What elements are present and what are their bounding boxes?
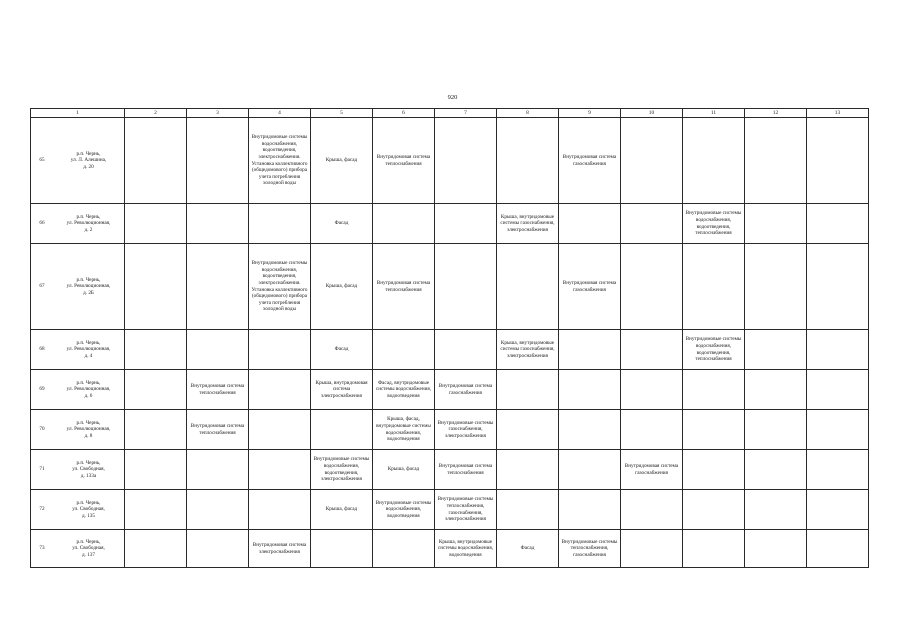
cell-col-6: [373, 530, 435, 568]
row-address: р.п. Чернь, ул. Революционная, д. 4: [66, 339, 111, 359]
cell-col-13: [807, 330, 869, 370]
row-number: 68: [39, 346, 45, 353]
cell-col-11: Внутридомовые системы водоснабжения, водоотведения, теплоснабжения: [683, 330, 745, 370]
row-number: 69: [39, 386, 45, 393]
row-address: р.п. Чернь, ул. Л. Алешина, д. 20: [70, 150, 107, 170]
cell-col-10: Внутридомовая система газоснабжения: [621, 450, 683, 490]
cell-col-11: [683, 244, 745, 330]
cell-col-11: Внутридомовые системы водоснабжения, водоотведения, теплоснабжения: [683, 204, 745, 244]
cell-col-5: Крыша, фасад: [311, 118, 373, 204]
cell-col-3: [187, 530, 249, 568]
row-address-cell: [31, 410, 125, 450]
cell-col-4: [249, 490, 311, 530]
cell-col-9: [559, 450, 621, 490]
cell-col-3: [187, 450, 249, 490]
cell-col-2: [125, 118, 187, 204]
cell-col-11: [683, 410, 745, 450]
cell-col-13: [807, 370, 869, 410]
row-address-cell: [31, 204, 125, 244]
cell-col-11: [683, 450, 745, 490]
cell-col-11: [683, 530, 745, 568]
cell-col-10: [621, 204, 683, 244]
column-header-8: 8: [497, 109, 559, 118]
cell-col-9: [559, 204, 621, 244]
row-number: 71: [39, 466, 45, 473]
row-address: р.п. Чернь, ул. Свободная, д. 137: [72, 538, 105, 558]
cell-col-2: [125, 370, 187, 410]
cell-col-8: [497, 490, 559, 530]
cell-col-2: [125, 410, 187, 450]
row-address-cell: [31, 370, 125, 410]
column-header-1: 1: [31, 109, 125, 118]
row-address-cell: [31, 450, 125, 490]
cell-col-9: [559, 490, 621, 530]
cell-col-7: Внутридомовые системы теплоснабжения, газоснабжения, электроснабжения: [435, 490, 497, 530]
cell-col-13: [807, 450, 869, 490]
cell-col-3: [187, 490, 249, 530]
cell-col-10: [621, 330, 683, 370]
cell-col-7: Крыша, внутридомовые системы водоснабжения, водоотведения: [435, 530, 497, 568]
cell-col-12: [745, 410, 807, 450]
cell-col-4: [249, 204, 311, 244]
cell-col-5: [311, 530, 373, 568]
table-row: [31, 204, 869, 244]
table-body: [31, 118, 869, 568]
cell-col-5: [311, 410, 373, 450]
row-number: 72: [39, 506, 45, 513]
cell-col-4: Внутридомовые системы водоснабжения, водоотведения, электроснабжения. Установка коллективного (общедомового) прибора учета потребления холодной воды: [249, 244, 311, 330]
cell-col-8: [497, 450, 559, 490]
cell-col-6: Крыша, фасад, внутридомовые системы водоснабжения, водоотведения: [373, 410, 435, 450]
cell-col-6: Внутридомовая система теплоснабжения: [373, 244, 435, 330]
table-row: [31, 330, 869, 370]
cell-col-3: Внутридомовая система теплоснабжения: [187, 370, 249, 410]
row-number: 65: [39, 157, 45, 164]
cell-col-4: Внутридомовая система электроснабжения: [249, 530, 311, 568]
cell-col-7: [435, 204, 497, 244]
cell-col-8: [497, 410, 559, 450]
cell-col-4: [249, 330, 311, 370]
column-header-4: 4: [249, 109, 311, 118]
table-row: [31, 410, 869, 450]
cell-col-12: [745, 330, 807, 370]
cell-col-3: [187, 330, 249, 370]
row-number: 67: [39, 283, 45, 290]
cell-col-10: [621, 530, 683, 568]
column-header-11: 11: [683, 109, 745, 118]
cell-col-7: [435, 244, 497, 330]
cell-col-7: Внутридомовая система газоснабжения: [435, 370, 497, 410]
cell-col-13: [807, 118, 869, 204]
cell-col-5: Крыша, фасад: [311, 244, 373, 330]
cell-col-7: Внутридомовая система теплоснабжения: [435, 450, 497, 490]
capital-repair-table: [30, 108, 869, 568]
cell-col-12: [745, 450, 807, 490]
cell-col-5: Фасад: [311, 204, 373, 244]
cell-col-13: [807, 410, 869, 450]
row-address: р.п. Чернь, ул. Свободная, д. 133а: [72, 459, 105, 479]
cell-col-6: [373, 204, 435, 244]
cell-col-2: [125, 530, 187, 568]
column-header-13: 13: [807, 109, 869, 118]
cell-col-11: [683, 118, 745, 204]
cell-col-13: [807, 244, 869, 330]
cell-col-12: [745, 118, 807, 204]
cell-col-2: [125, 490, 187, 530]
cell-col-6: Внутридомовая система теплоснабжения: [373, 118, 435, 204]
cell-col-9: Внутридомовая система газоснабжения: [559, 118, 621, 204]
table-row: [31, 490, 869, 530]
row-address-cell: [31, 490, 125, 530]
row-address: р.п. Чернь, ул. Свободная, д. 135: [72, 499, 105, 519]
column-header-3: 3: [187, 109, 249, 118]
cell-col-12: [745, 204, 807, 244]
row-address-cell: [31, 244, 125, 330]
row-address-cell: [31, 118, 125, 204]
row-number: 73: [39, 545, 45, 552]
cell-col-6: Крыша, фасад: [373, 450, 435, 490]
column-header-5: 5: [311, 109, 373, 118]
cell-col-11: [683, 490, 745, 530]
table-row: [31, 530, 869, 568]
cell-col-2: [125, 330, 187, 370]
row-address: р.п. Чернь, ул. Революционная, д. 2Б: [66, 276, 111, 296]
cell-col-7: Внутридомовые системы газоснабжения, электроснабжения: [435, 410, 497, 450]
table-row: [31, 450, 869, 490]
cell-col-10: [621, 490, 683, 530]
cell-col-6: Фасад, внутридомовые системы водоснабжения, водоотведения: [373, 370, 435, 410]
page-number: 920: [447, 94, 458, 101]
cell-col-10: [621, 410, 683, 450]
cell-col-9: Внутридомовые системы теплоснабжения, газоснабжения: [559, 530, 621, 568]
cell-col-5: Фасад: [311, 330, 373, 370]
cell-col-4: [249, 410, 311, 450]
cell-col-10: [621, 370, 683, 410]
cell-col-8: Крыша, внутридомовые системы газоснабжения, электроснабжения: [497, 330, 559, 370]
row-address: р.п. Чернь, ул. Революционная, д. 6: [66, 379, 111, 399]
row-address-cell: [31, 330, 125, 370]
cell-col-4: [249, 370, 311, 410]
column-header-12: 12: [745, 109, 807, 118]
cell-col-3: [187, 244, 249, 330]
cell-col-8: Крыша, внутридомовые системы газоснабжения, электроснабжения: [497, 204, 559, 244]
cell-col-6: Внутридомовые системы водоснабжения, водоотведения: [373, 490, 435, 530]
cell-col-7: [435, 330, 497, 370]
cell-col-13: [807, 530, 869, 568]
cell-col-2: [125, 244, 187, 330]
column-header-2: 2: [125, 109, 187, 118]
cell-col-6: [373, 330, 435, 370]
cell-col-5: Внутридомовые системы водоснабжения, водоотведения, электроснабжения: [311, 450, 373, 490]
cell-col-2: [125, 204, 187, 244]
cell-col-3: [187, 204, 249, 244]
cell-col-5: Крыша, фасад: [311, 490, 373, 530]
cell-col-2: [125, 450, 187, 490]
row-address-cell: [31, 530, 125, 568]
cell-col-12: [745, 244, 807, 330]
cell-col-4: [249, 450, 311, 490]
cell-col-8: [497, 244, 559, 330]
cell-col-11: [683, 370, 745, 410]
row-number: 66: [39, 220, 45, 227]
cell-col-8: Фасад: [497, 530, 559, 568]
header-row: [31, 109, 869, 118]
cell-col-12: [745, 370, 807, 410]
column-header-9: 9: [559, 109, 621, 118]
column-header-7: 7: [435, 109, 497, 118]
cell-col-3: [187, 118, 249, 204]
cell-col-10: [621, 118, 683, 204]
cell-col-13: [807, 490, 869, 530]
cell-col-9: [559, 330, 621, 370]
cell-col-5: Крыша, внутридомовая система электроснабжения: [311, 370, 373, 410]
column-header-6: 6: [373, 109, 435, 118]
row-number: 70: [39, 426, 45, 433]
cell-col-12: [745, 490, 807, 530]
cell-col-3: Внутридомовая система теплоснабжения: [187, 410, 249, 450]
column-header-10: 10: [621, 109, 683, 118]
row-address: р.п. Чернь, ул. Революционная, д. 2: [66, 213, 111, 233]
cell-col-9: [559, 370, 621, 410]
table-row: [31, 244, 869, 330]
cell-col-13: [807, 204, 869, 244]
cell-col-7: [435, 118, 497, 204]
cell-col-4: Внутридомовые системы водоснабжения, водоотведения, электроснабжения. Установка коллективного (общедомового) прибора учета потребления холодной воды: [249, 118, 311, 204]
cell-col-8: [497, 118, 559, 204]
cell-col-9: [559, 410, 621, 450]
cell-col-12: [745, 530, 807, 568]
cell-col-9: Внутридомовая система газоснабжения: [559, 244, 621, 330]
cell-col-10: [621, 244, 683, 330]
table-row: [31, 370, 869, 410]
table-row: [31, 118, 869, 204]
cell-col-8: [497, 370, 559, 410]
row-address: р.п. Чернь, ул. Революционная, д. 8: [66, 419, 111, 439]
